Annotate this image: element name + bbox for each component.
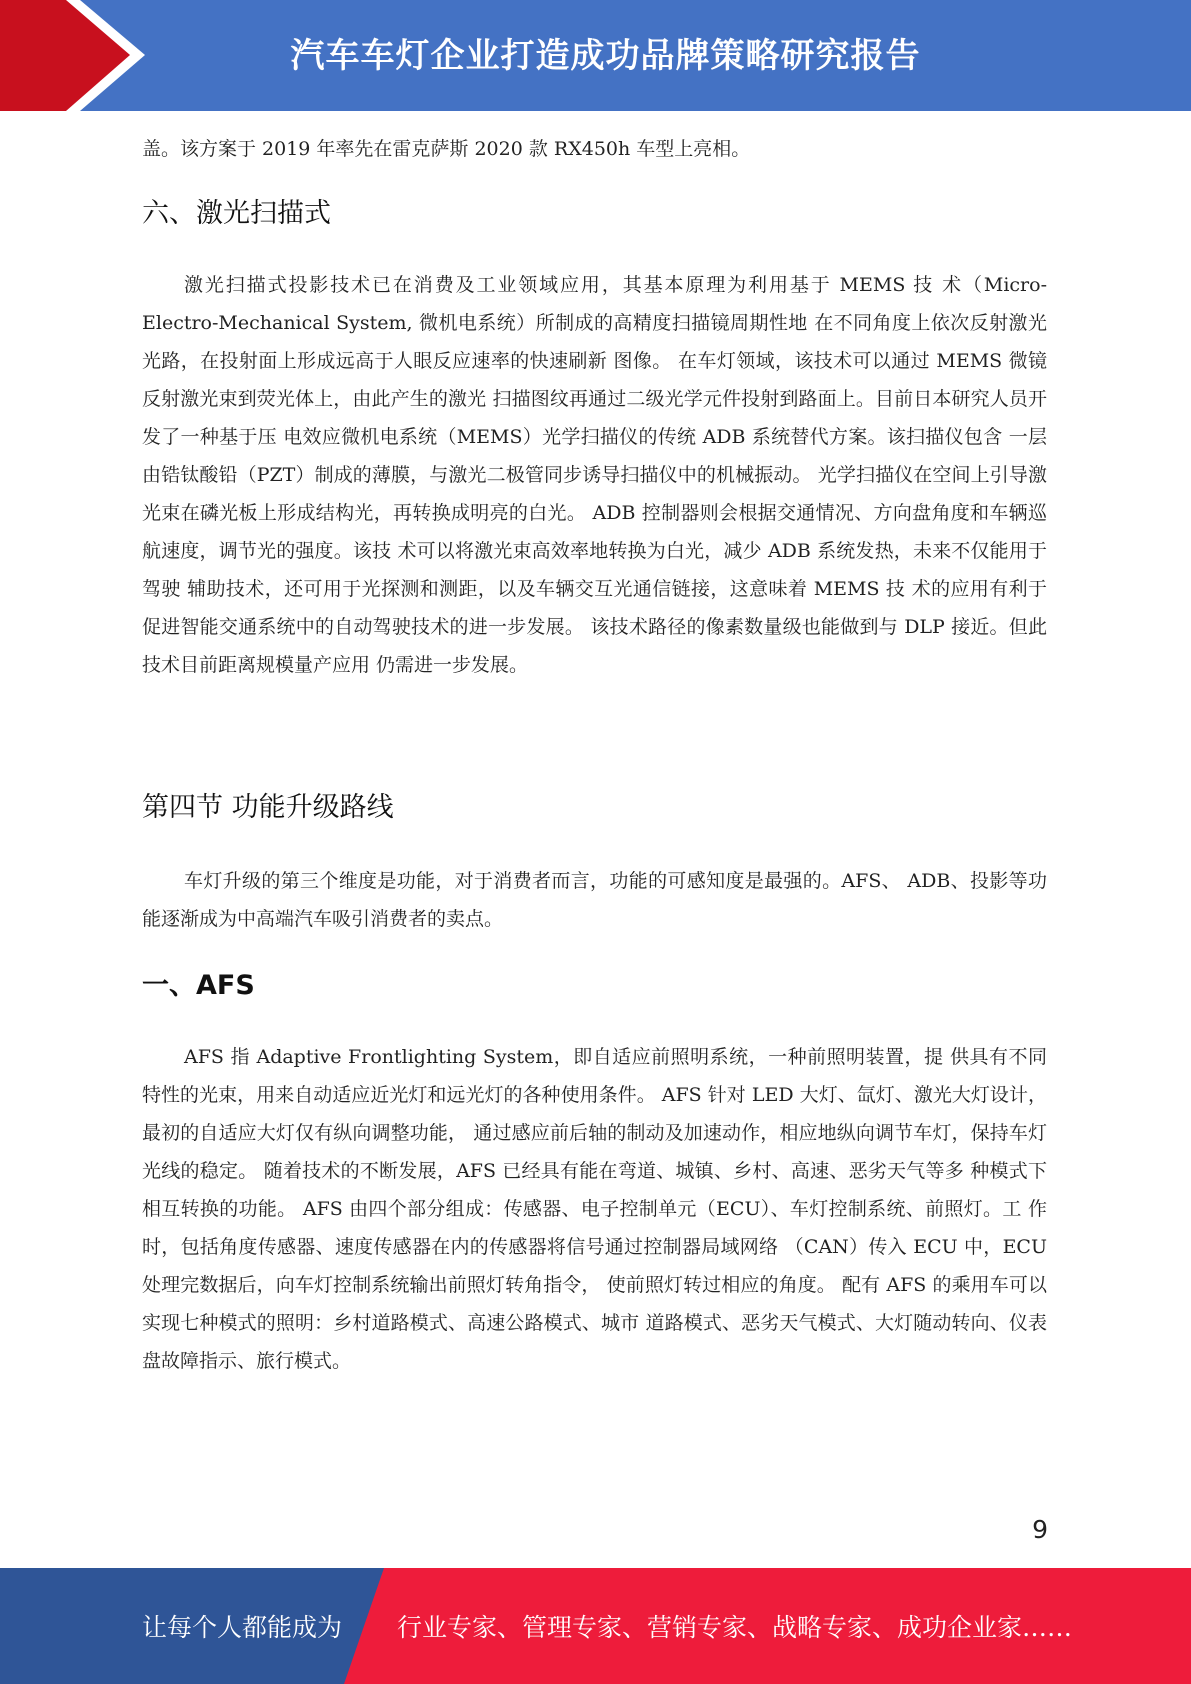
continuation-paragraph: 盖。该方案于 2019 年率先在雷克萨斯 2020 款 RX450h 车型上亮相。: [142, 138, 751, 160]
section-heading-afs: 一、AFS: [142, 970, 255, 1001]
page-footer: [0, 1568, 1191, 1684]
section-heading-laser-scanning: 六、激光扫描式: [142, 198, 331, 229]
laser-scanning-paragraph: 激光扫描式投影技术已在消费及工业领域应用，其基本原理为利用基于 MEMS 技 术（Micro-Electro-Mechanical System, 微机电系统）所制成的高精度扫描镜周期性地 在不同角度上依次反射激光光路，在投射面上形成远高于人眼反应速率的快速刷新 图像。 在车灯领域，该技术可以通过 MEMS 微镜反射激光束到荧光体上，由此产生的激光 扫描图纹再通过二级光学元件投射到路面上。目前日本研究人员开发了一种基于压 电效应微机电系统（MEMS）光学扫描仪的传统 ADB 系统替代方案。该扫描仪包含 一层由锆钛酸铅（PZT）制成的薄膜，与激光二极管同步诱导扫描仪中的机械振动。 光学扫描仪在空间上引导激光束在磷光板上形成结构光，再转换成明亮的白光。 ADB 控制器则会根据交通情况、方向盘角度和车辆巡航速度，调节光的强度。该技 术可以将激光束高效率地转换为白光，减少 ADB 系统发热，未来不仅能用于驾驶 辅助技术，还可用于光探测和测距，以及车辆交互光通信链接，这意味着 MEMS 技 术的应用有利于促进智能交通系统中的自动驾驶技术的进一步发展。 该技术路径的像素数量级也能做到与 DLP 接近。但此技术目前距离规模量产应用 仍需进一步发展。: [142, 274, 1047, 676]
document-body: [142, 130, 1047, 1380]
afs-paragraph: AFS 指 Adaptive Frontlighting System，即自适应前照明系统，一种前照明装置，提 供具有不同特性的光束，用来自动适应近光灯和远光灯的各种使用条件。 AFS 针对 LED 大灯、氙灯、激光大灯设计，最初的自适应大灯仅有纵向调整功能， 通过感应前后轴的制动及加速动作，相应地纵向调节车灯，保持车灯光线的稳定。 随着技术的不断发展，AFS 已经具有能在弯道、城镇、乡村、高速、恶劣天气等多 种模式下相互转换的功能。 AFS 由四个部分组成：传感器、电子控制单元（ECU）、车灯控制系统、前照灯。工 作时，包括角度传感器、速度传感器在内的传感器将信号通过控制器局域网络 （CAN）传入 ECU 中，ECU 处理完数据后，向车灯控制系统输出前照灯转角指令， 使前照灯转过相应的角度。 配有 AFS 的乘用车可以实现七种模式的照明：乡村道路模式、高速公路模式、城市 道路模式、恶劣天气模式、大灯随动转向、仪表盘故障指示、旅行模式。: [142, 1046, 1047, 1372]
page-number: 9: [1032, 1515, 1048, 1544]
footer-slogan-right: 行业专家、管理专家、营销专家、战略专家、成功企业家……: [397, 1613, 1073, 1642]
section-heading-function-upgrade: 第四节 功能升级路线: [142, 792, 394, 823]
footer-slogan-left: 让每个人都能成为: [142, 1613, 343, 1642]
function-upgrade-paragraph: 车灯升级的第三个维度是功能，对于消费者而言，功能的可感知度是最强的。AFS、 ADB、投影等功能逐渐成为中高端汽车吸引消费者的卖点。: [142, 870, 1047, 930]
page-header: [0, 0, 1191, 111]
report-title: 汽车车灯企业打造成功品牌策略研究报告: [290, 35, 921, 76]
